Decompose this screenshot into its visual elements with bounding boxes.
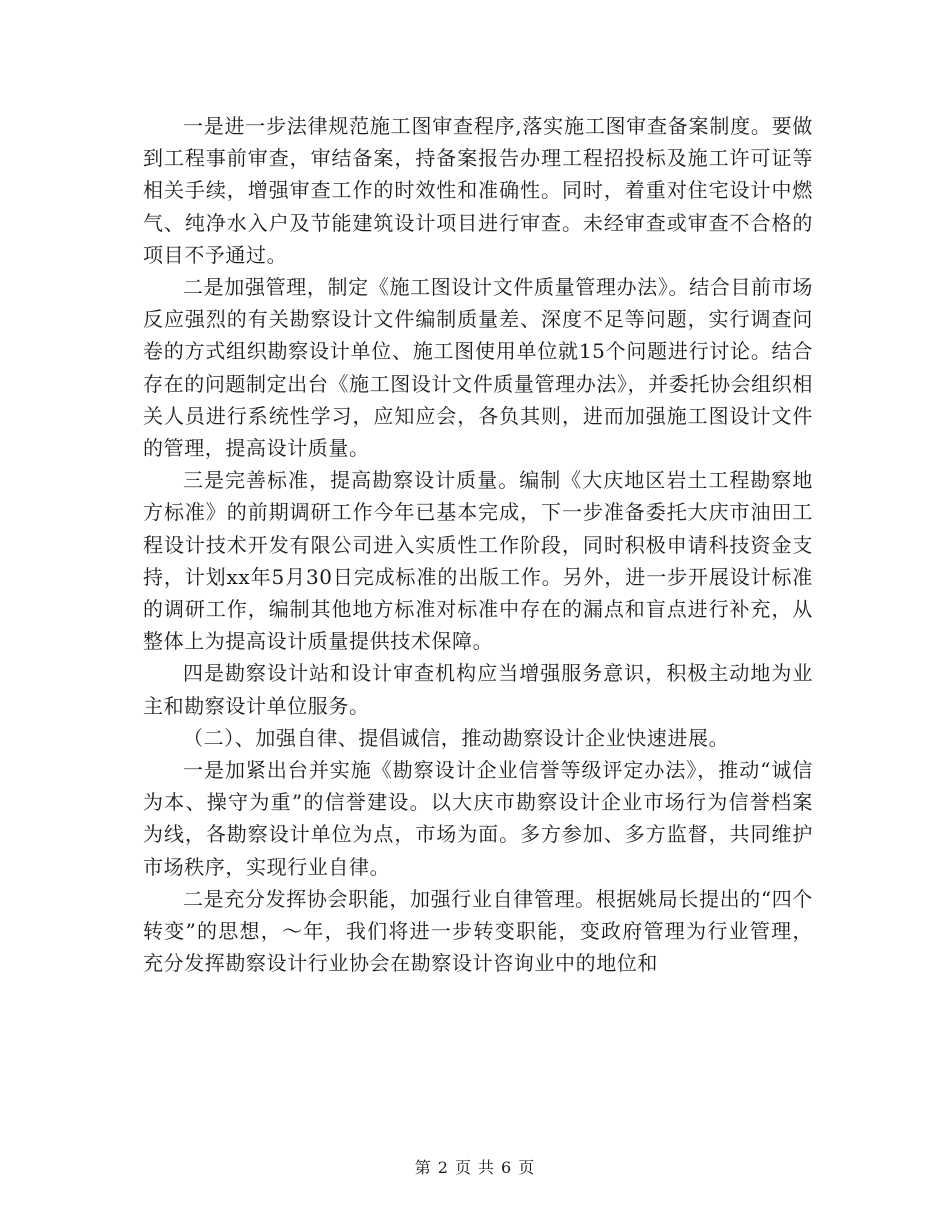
paragraph-3: 三是完善标准，提高勘察设计质量。编制《大庆地区岩土工程勘察地方标准》的前期调研工作今年已基本完成，下一步准备委托大庆市油田工程设计技术开发有限公司进入实质性工作阶段，同时积极申请科技资金支持，计划xx年5月30日完成标准的出版工作。另外，进一步开展设计标准的调研工作，编制其他地方标准对标准中存在的漏点和盲点进行补充，从整体上为提高设计质量提供技术保障。 xyxy=(143,468,813,654)
footer-page-number: 2 xyxy=(437,1158,449,1177)
paragraph-6: 一是加紧出台并实施《勘察设计企业信誉等级评定办法》，推动“诚信为本、操守为重”的信誉建设。以大庆市勘察设计企业市场行为信誉档案为线，各勘察设计单位为点，市场为面。多方参加、多方监督，共同维护市场秩序，实现行业自律。 xyxy=(143,758,813,879)
paragraph-7: 二是充分发挥协会职能，加强行业自律管理。根据姚局长提出的“四个转变”的思想，～年，我们将进一步转变职能，变政府管理为行业管理，充分发挥勘察设计行业协会在勘察设计咨询业中的地位和 xyxy=(143,886,813,976)
paragraph-1: 一是进一步法律规范施工图审查程序,落实施工图审查备案制度。要做到工程事前审查，审结备案，持备案报告办理工程招投标及施工许可证等相关手续，增强审查工作的时效性和准确性。同时，着重对住宅设计中燃气、纯净水入户及节能建筑设计项目进行审查。未经审查或审查不合格的项目不予通过。 xyxy=(143,114,813,267)
document-body xyxy=(143,110,813,979)
footer-total-pages: 6 xyxy=(501,1158,513,1177)
paragraph-2: 二是加强管理，制定《施工图设计文件质量管理办法》。结合目前市场反应强烈的有关勘察设计文件编制质量差、深度不足等问题，实行调查问卷的方式组织勘察设计单位、施工图使用单位就15个问题进行讨论。结合存在的问题制定出台《施工图设计文件质量管理办法》，并委托协会组织相关人员进行系统性学习，应知应会，各负其则，进而加强施工图设计文件的管理，提高设计质量。 xyxy=(143,275,813,461)
footer-total-label: 共 xyxy=(478,1158,496,1177)
footer-suffix: 页 xyxy=(518,1158,536,1177)
paragraph-5-section-heading: （二）、加强自律、提倡诚信，推动勘察设计企业快速进展。 xyxy=(183,725,730,750)
page-footer xyxy=(0,1155,950,1178)
footer-page-label: 页 xyxy=(454,1158,472,1177)
footer-prefix: 第 xyxy=(414,1158,432,1177)
paragraph-4: 四是勘察设计站和设计审查机构应当增强服务意识，积极主动地为业主和勘察设计单位服务。 xyxy=(143,661,813,718)
